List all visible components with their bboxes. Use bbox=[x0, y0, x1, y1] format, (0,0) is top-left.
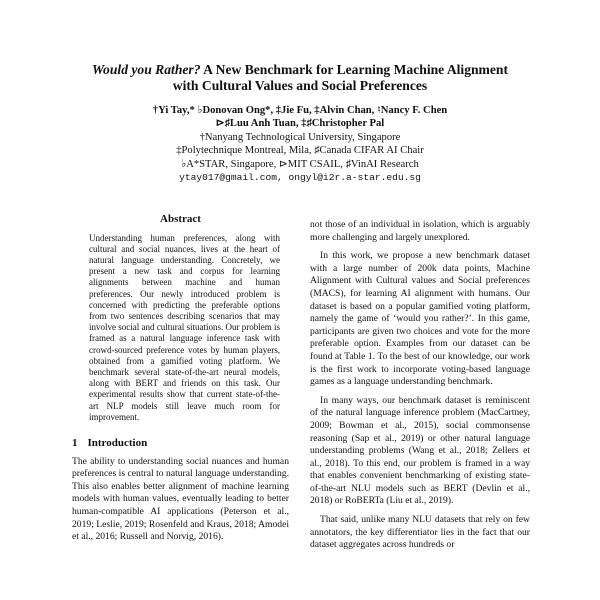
right-paragraph-2: In many ways, our benchmark dataset is reminiscent of the natural language inference problem (MacCartney, 2009; Bowman et al., 2015), social commonsense reasoning (Sap et al., 2019) or other natural language understanding problems (Wang et al., 2018; Zellers et al., 2018). To this end, our problem is framed in a way that enables convenient benchmarking of existing state-of-the-art NLU models such as BERT (Devlin et al., 2018) or RoBERTa (Liu et al., 2019). bbox=[310, 394, 530, 507]
title-line-2: with Cultural Values and Social Preferences bbox=[172, 78, 428, 93]
right-paragraph-3: That said, unlike many NLU datasets that rely on few annotators, the key differentiator lies in the fact that our dataset aggregates across hundreds or bbox=[310, 514, 530, 551]
right-paragraph-1: In this work, we propose a new benchmark dataset with a large number of 200k data points, Machine Alignment with Cultural values and Social preferences (MACS), for learning AI alignment with humans. Our dataset is based on a popular gamified voting platform, namely the game of ‘would you rather?’. In this game, participants are given two choices and vote for the more preferable option. Examples from our dataset can be found at Table 1. To the best of our knowledge, our work is the first work to incorporate voting-based language games as a language understanding benchmark. bbox=[310, 250, 530, 388]
paper-title bbox=[60, 62, 540, 94]
title-italic-part: Would you Rather? bbox=[91, 62, 201, 77]
affiliation-2: ‡Polytechnique Montreal, Mila, ♯Canada CIFAR AI Chair bbox=[176, 145, 424, 157]
right-column bbox=[310, 219, 530, 558]
affiliation-3: ♭A*STAR, Singapore, ⊳MIT CSAIL, ♯VinAI Research bbox=[181, 158, 419, 170]
abstract-text: Understanding human preferences, along with cultural and social nuances, lives at the heart of natural language understanding. Concretely, we present a new task and corpus for learning alignments between machine and human preferences. Our newly introduced problem is concerned with predicting the preferable options from two sentences describing scenarios that may involve social and cultural situations. Our problem is framed as a natural language inference task with crowd-sourced preference votes by human players, obtained from a gamified voting platform. We benchmark several state-of-the-art neural models, along with BERT and friends on this task. Our experimental results show that current state-of-the-art NLP models still leave much room for improvement. bbox=[89, 232, 280, 422]
title-rest: A New Benchmark for Learning Machine Alignment bbox=[200, 62, 509, 77]
author-names-line-2: ⊳♯Luu Anh Tuan, ‡♯Christopher Pal bbox=[215, 118, 385, 130]
intro-paragraph-1: The ability to understanding social nuances and human preferences is central to natural language understanding. This also enables better alignment of machine learning models with human values, eventually leading to better human-compatible AI applications (Peterson et al., 2019; Leslie, 2019; Rosenfeld and Kraus, 2018; Amodei et al., 2016; Russell and Norvig, 2016). bbox=[72, 455, 289, 543]
right-paragraph-continued: not those of an individual in isolation, which is arguably more challenging and largely unexplored. bbox=[310, 219, 530, 243]
affiliation-1: †Nanyang Technological University, Singapore bbox=[199, 131, 401, 143]
left-column bbox=[72, 213, 289, 550]
section-title: Introduction bbox=[87, 437, 148, 450]
author-emails: ytay017@gmail.com, ongyl@i2r.a-star.edu.sg bbox=[179, 172, 421, 184]
author-block bbox=[40, 104, 560, 184]
section-number: 1 bbox=[72, 437, 78, 450]
section-heading-introduction bbox=[72, 437, 289, 450]
author-names-line-1: †Yi Tay,* ♭Donovan Ong*, ‡Jie Fu, ‡Alvin Chan, ♮Nancy F. Chen bbox=[152, 105, 448, 116]
abstract-heading: Abstract bbox=[160, 213, 201, 225]
